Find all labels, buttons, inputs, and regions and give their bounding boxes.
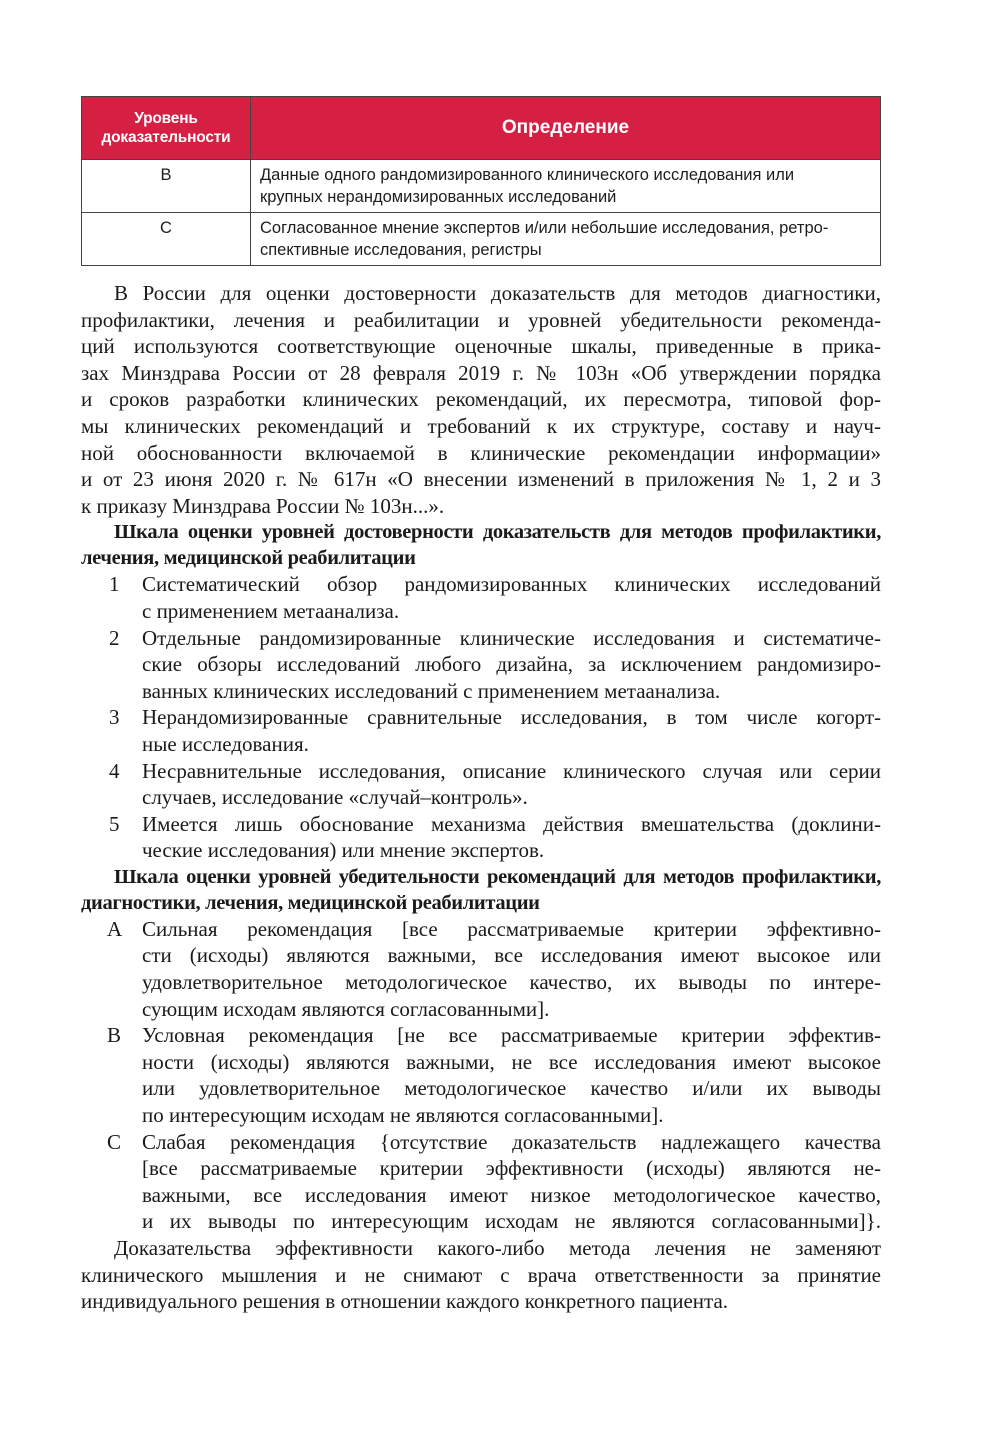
heading-line: лечения, медицинской реабилитации: [81, 547, 416, 570]
heading-line: диагностики, лечения, медицинской реабилитации: [81, 891, 540, 914]
text-line: и сроков разработки клинических рекомендаций, их пересмотра, типовой фор-: [81, 387, 881, 412]
text-line: мы клинических рекомендаций и требований к их структуре, составу и науч-: [81, 413, 881, 438]
text-line: случаев, исследование «случай–контроль».: [142, 785, 528, 810]
item-number: 4: [109, 758, 120, 783]
recommendation-scale-heading: [81, 864, 881, 916]
text-line: к приказу Минздрава России № 103н...».: [81, 493, 445, 518]
definition-cell: [251, 160, 881, 213]
definition-line: крупных нерандомизированных исследований: [260, 188, 617, 206]
text-line: [все рассматриваемые критерии эффективности (исходы) являются не-: [142, 1156, 881, 1181]
text-line: индивидуального решения в отношении каждого конкретного пациента.: [81, 1289, 729, 1314]
heading-line: Шкала оценки уровней убедительности рекомендаций для методов профилактики,: [114, 865, 881, 888]
heading-line: Шкала оценки уровней достоверности доказательств для методов профилактики,: [114, 521, 881, 544]
text-line: и от 23 июня 2020 г. № 617н «О внесении изменений в приложения № 1, 2 и 3: [81, 467, 881, 492]
intro-paragraph: [81, 280, 881, 519]
item-number: 5: [109, 811, 120, 836]
item-letter: C: [107, 1129, 122, 1154]
text-line: клинического мышления и не снимают с врача ответственности за принятие: [81, 1262, 881, 1287]
header-definition: Определение: [251, 97, 881, 160]
evidence-level-table: [81, 96, 881, 266]
text-line: ванных клинических исследований с применением метаанализа.: [142, 678, 721, 703]
header-evidence-level: [82, 97, 251, 160]
text-line: Доказательства эффективности какого-либо метода лечения не заменяют: [114, 1236, 881, 1260]
text-line: Нерандомизированные сравнительные исследования, в том числе когорт-: [142, 705, 881, 730]
text-line: профилактики, лечения и реабилитации и уровней убедительности рекоменда-: [81, 307, 881, 332]
header-level-line: доказательности: [101, 129, 231, 146]
text-line: Систематический обзор рандомизированных клинических исследований: [142, 572, 881, 597]
list-item: [81, 916, 881, 1022]
text-line: Слабая рекомендация {отсутствие доказательств надлежащего качества: [142, 1129, 881, 1154]
text-line: важными, все исследования имеют низкое методологическое качество,: [142, 1182, 881, 1207]
item-number: 3: [109, 705, 120, 730]
list-item: [81, 625, 881, 705]
text-line: и их выводы по интересующим исходам не являются согласованными]}.: [142, 1209, 881, 1234]
header-level-line: Уровень: [134, 110, 198, 127]
list-item: [81, 704, 881, 757]
text-line: зах Минздрава России от 28 февраля 2019 г. № 103н «Об утверждении порядка: [81, 360, 881, 385]
text-line: сующим исходам являются согласованными].: [142, 996, 550, 1021]
evidence-scale-heading: [81, 519, 881, 571]
text-line: В России для оценки достоверности доказательств для методов диагностики,: [114, 281, 881, 305]
text-line: Несравнительные исследования, описание клинического случая или серии: [142, 758, 881, 783]
text-line: с применением метаанализа.: [142, 598, 400, 623]
text-line: ские обзоры исследований любого дизайна, за исключением рандомизиро-: [142, 652, 881, 677]
text-line: Имеется лишь обоснование механизма действия вмешательства (доклини-: [142, 811, 881, 836]
item-letter: A: [107, 916, 123, 941]
level-cell: B: [82, 160, 251, 213]
evidence-scale-list: [81, 571, 881, 864]
text-line: сти (исходы) являются важными, все исследования имеют высокое или: [142, 943, 881, 968]
document-page: [81, 96, 881, 1315]
text-line: удовлетворительное методологическое качество, их выводы по интере-: [142, 970, 881, 995]
text-line: Сильная рекомендация [все рассматриваемые критерии эффективно-: [142, 916, 881, 941]
definition-line: спективные исследования, регистры: [260, 241, 542, 259]
text-line: по интересующим исходам не являются согласованными].: [142, 1103, 664, 1128]
level-cell: C: [82, 213, 251, 266]
text-line: ной обоснованности включаемой в клинические рекомендации информации»: [81, 440, 881, 465]
table-header-row: [82, 97, 881, 160]
definition-line: Согласованное мнение экспертов и/или небольшие исследования, ретро-: [260, 219, 829, 237]
text-line: Отдельные рандомизированные клинические исследования и систематиче-: [142, 625, 881, 650]
table-row: [82, 160, 881, 213]
item-letter: B: [107, 1023, 122, 1048]
text-line: ческие исследования) или мнение экспертов.: [142, 838, 545, 863]
text-line: или удовлетворительное методологическое качество и/или их выводы: [142, 1076, 881, 1101]
list-item: [81, 571, 881, 624]
list-item: [81, 1129, 881, 1235]
table-row: [82, 213, 881, 266]
list-item: [81, 758, 881, 811]
definition-cell: [251, 213, 881, 266]
list-item: [81, 811, 881, 864]
text-line: ные исследования.: [142, 731, 309, 756]
recommendation-scale-list: [81, 916, 881, 1235]
item-number: 1: [109, 572, 120, 597]
list-item: [81, 1022, 881, 1128]
item-number: 2: [109, 625, 120, 650]
final-paragraph: [81, 1235, 881, 1315]
text-line: ности (исходы) являются важными, не все исследования имеют высокое: [142, 1049, 881, 1074]
definition-line: Данные одного рандомизированного клинического исследования или: [260, 166, 795, 184]
text-line: ций используются соответствующие оценочные шкалы, приведенные в прика-: [81, 334, 881, 359]
text-line: Условная рекомендация [не все рассматриваемые критерии эффектив-: [142, 1023, 881, 1048]
